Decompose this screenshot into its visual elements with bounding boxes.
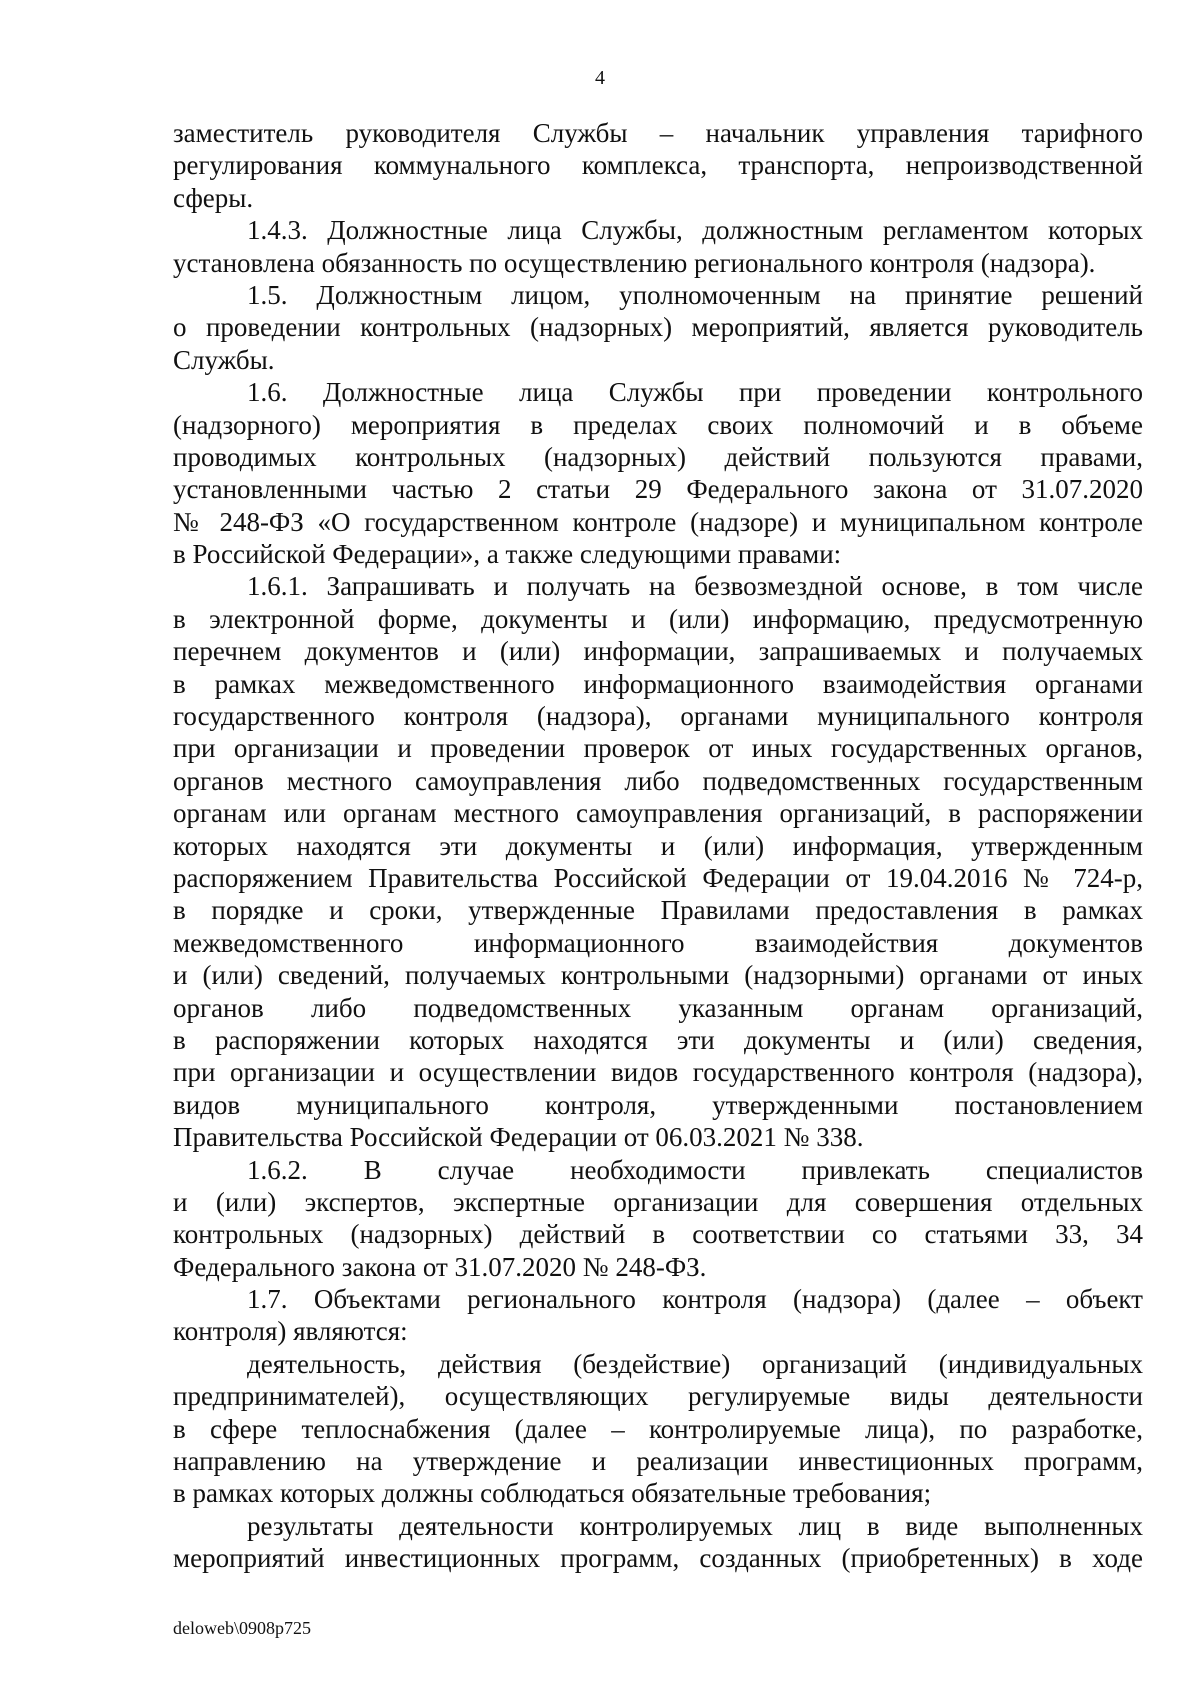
text-line: сферы. bbox=[173, 182, 254, 213]
text-line: Службы. bbox=[173, 344, 275, 375]
text-line: государственного контроля (надзора), органами муниципального контроля bbox=[173, 701, 1143, 732]
text-line: при организации и осуществлении видов государственного контроля (надзора), bbox=[173, 1057, 1143, 1088]
text-line: видов муниципального контроля, утвержденными постановлением bbox=[173, 1089, 1143, 1120]
text-line: при организации и проведении проверок от иных государственных органов, bbox=[173, 733, 1143, 764]
text-line: в порядке и сроки, утвержденные Правилами предоставления в рамках bbox=[173, 895, 1143, 926]
text-line: направлению на утверждение и реализации инвестиционных программ, bbox=[173, 1446, 1143, 1477]
text-line: которых находятся эти документы и (или) информация, утвержденным bbox=[173, 830, 1143, 861]
text-line: перечнем документов и (или) информации, запрашиваемых и получаемых bbox=[173, 636, 1143, 667]
text-line: № 248-ФЗ «О государственном контроле (надзоре) и муниципальном контроле bbox=[173, 506, 1143, 537]
text-line: в сфере теплоснабжения (далее – контролируемые лица), по разработке, bbox=[173, 1413, 1143, 1444]
text-line: в Российской Федерации», а также следующими правами: bbox=[173, 539, 842, 570]
paragraph-line-1-6-2: 1.6.2. В случае необходимости привлекать специалистов bbox=[247, 1154, 1143, 1185]
paragraph-line-1-6: 1.6. Должностные лица Службы при проведении контрольного bbox=[247, 377, 1143, 408]
text-line: в рамках которых должны соблюдаться обязательные требования; bbox=[173, 1478, 932, 1509]
paragraph-line-1-6-1: 1.6.1. Запрашивать и получать на безвозмездной основе, в том числе bbox=[247, 571, 1143, 602]
text-line: контрольных (надзорных) действий в соответствии со статьями 33, 34 bbox=[173, 1219, 1143, 1250]
text-line: Федерального закона от 31.07.2020 № 248-ФЗ. bbox=[173, 1251, 707, 1282]
text-line: заместитель руководителя Службы – начальник управления тарифного bbox=[173, 118, 1143, 148]
text-line: Правительства Российской Федерации от 06.03.2021 № 338. bbox=[173, 1122, 864, 1153]
text-line: распоряжением Правительства Российской Федерации от 19.04.2016 № 724-р, bbox=[173, 862, 1143, 893]
text-line: в распоряжении которых находятся эти документы и (или) сведения, bbox=[173, 1024, 1143, 1055]
paragraph-line-1-5: 1.5. Должностным лицом, уполномоченным на принятие решений bbox=[247, 279, 1143, 310]
text-line: о проведении контрольных (надзорных) мероприятий, является руководитель bbox=[173, 312, 1143, 343]
footer-document-code: deloweb\0908p725 bbox=[173, 1618, 311, 1638]
text-line: и (или) сведений, получаемых контрольными (надзорными) органами от иных bbox=[173, 960, 1143, 991]
text-line: контроля) являются: bbox=[173, 1316, 408, 1347]
paragraph-line-1-7: 1.7. Объектами регионального контроля (надзора) (далее – объект bbox=[247, 1284, 1143, 1315]
text-line: в рамках межведомственного информационного взаимодействия органами bbox=[173, 668, 1143, 699]
text-line: установленными частью 2 статьи 29 Федерального закона от 31.07.2020 bbox=[173, 474, 1143, 505]
paragraph-line-activities: деятельность, действия (бездействие) организаций (индивидуальных bbox=[247, 1348, 1143, 1379]
text-line: регулирования коммунального комплекса, транспорта, непроизводственной bbox=[173, 150, 1143, 181]
text-line: в электронной форме, документы и (или) информацию, предусмотренную bbox=[173, 603, 1143, 634]
text-line: органов местного самоуправления либо подведомственных государственным bbox=[173, 765, 1143, 796]
text-line: органов либо подведомственных указанным органам организаций, bbox=[173, 992, 1143, 1023]
paragraph-line-results: результаты деятельности контролируемых лиц в виде выполненных bbox=[247, 1510, 1143, 1541]
paragraph-line-1-4-3: 1.4.3. Должностные лица Службы, должностным регламентом которых bbox=[247, 215, 1143, 246]
text-line: межведомственного информационного взаимодействия документов bbox=[173, 927, 1143, 958]
text-line: (надзорного) мероприятия в пределах своих полномочий и в объеме bbox=[173, 409, 1143, 440]
text-line: установлена обязанность по осуществлению регионального контроля (надзора). bbox=[173, 247, 1096, 278]
document-body bbox=[173, 117, 1143, 1575]
text-line: и (или) экспертов, экспертные организации для совершения отдельных bbox=[173, 1186, 1143, 1217]
page-number: 4 bbox=[595, 67, 605, 89]
text-line: органам или органам местного самоуправления организаций, в распоряжении bbox=[173, 798, 1143, 829]
text-line: проводимых контрольных (надзорных) действий пользуются правами, bbox=[173, 441, 1143, 472]
text-line: предпринимателей), осуществляющих регулируемые виды деятельности bbox=[173, 1381, 1143, 1412]
text-line: мероприятий инвестиционных программ, созданных (приобретенных) в ходе bbox=[173, 1543, 1143, 1574]
